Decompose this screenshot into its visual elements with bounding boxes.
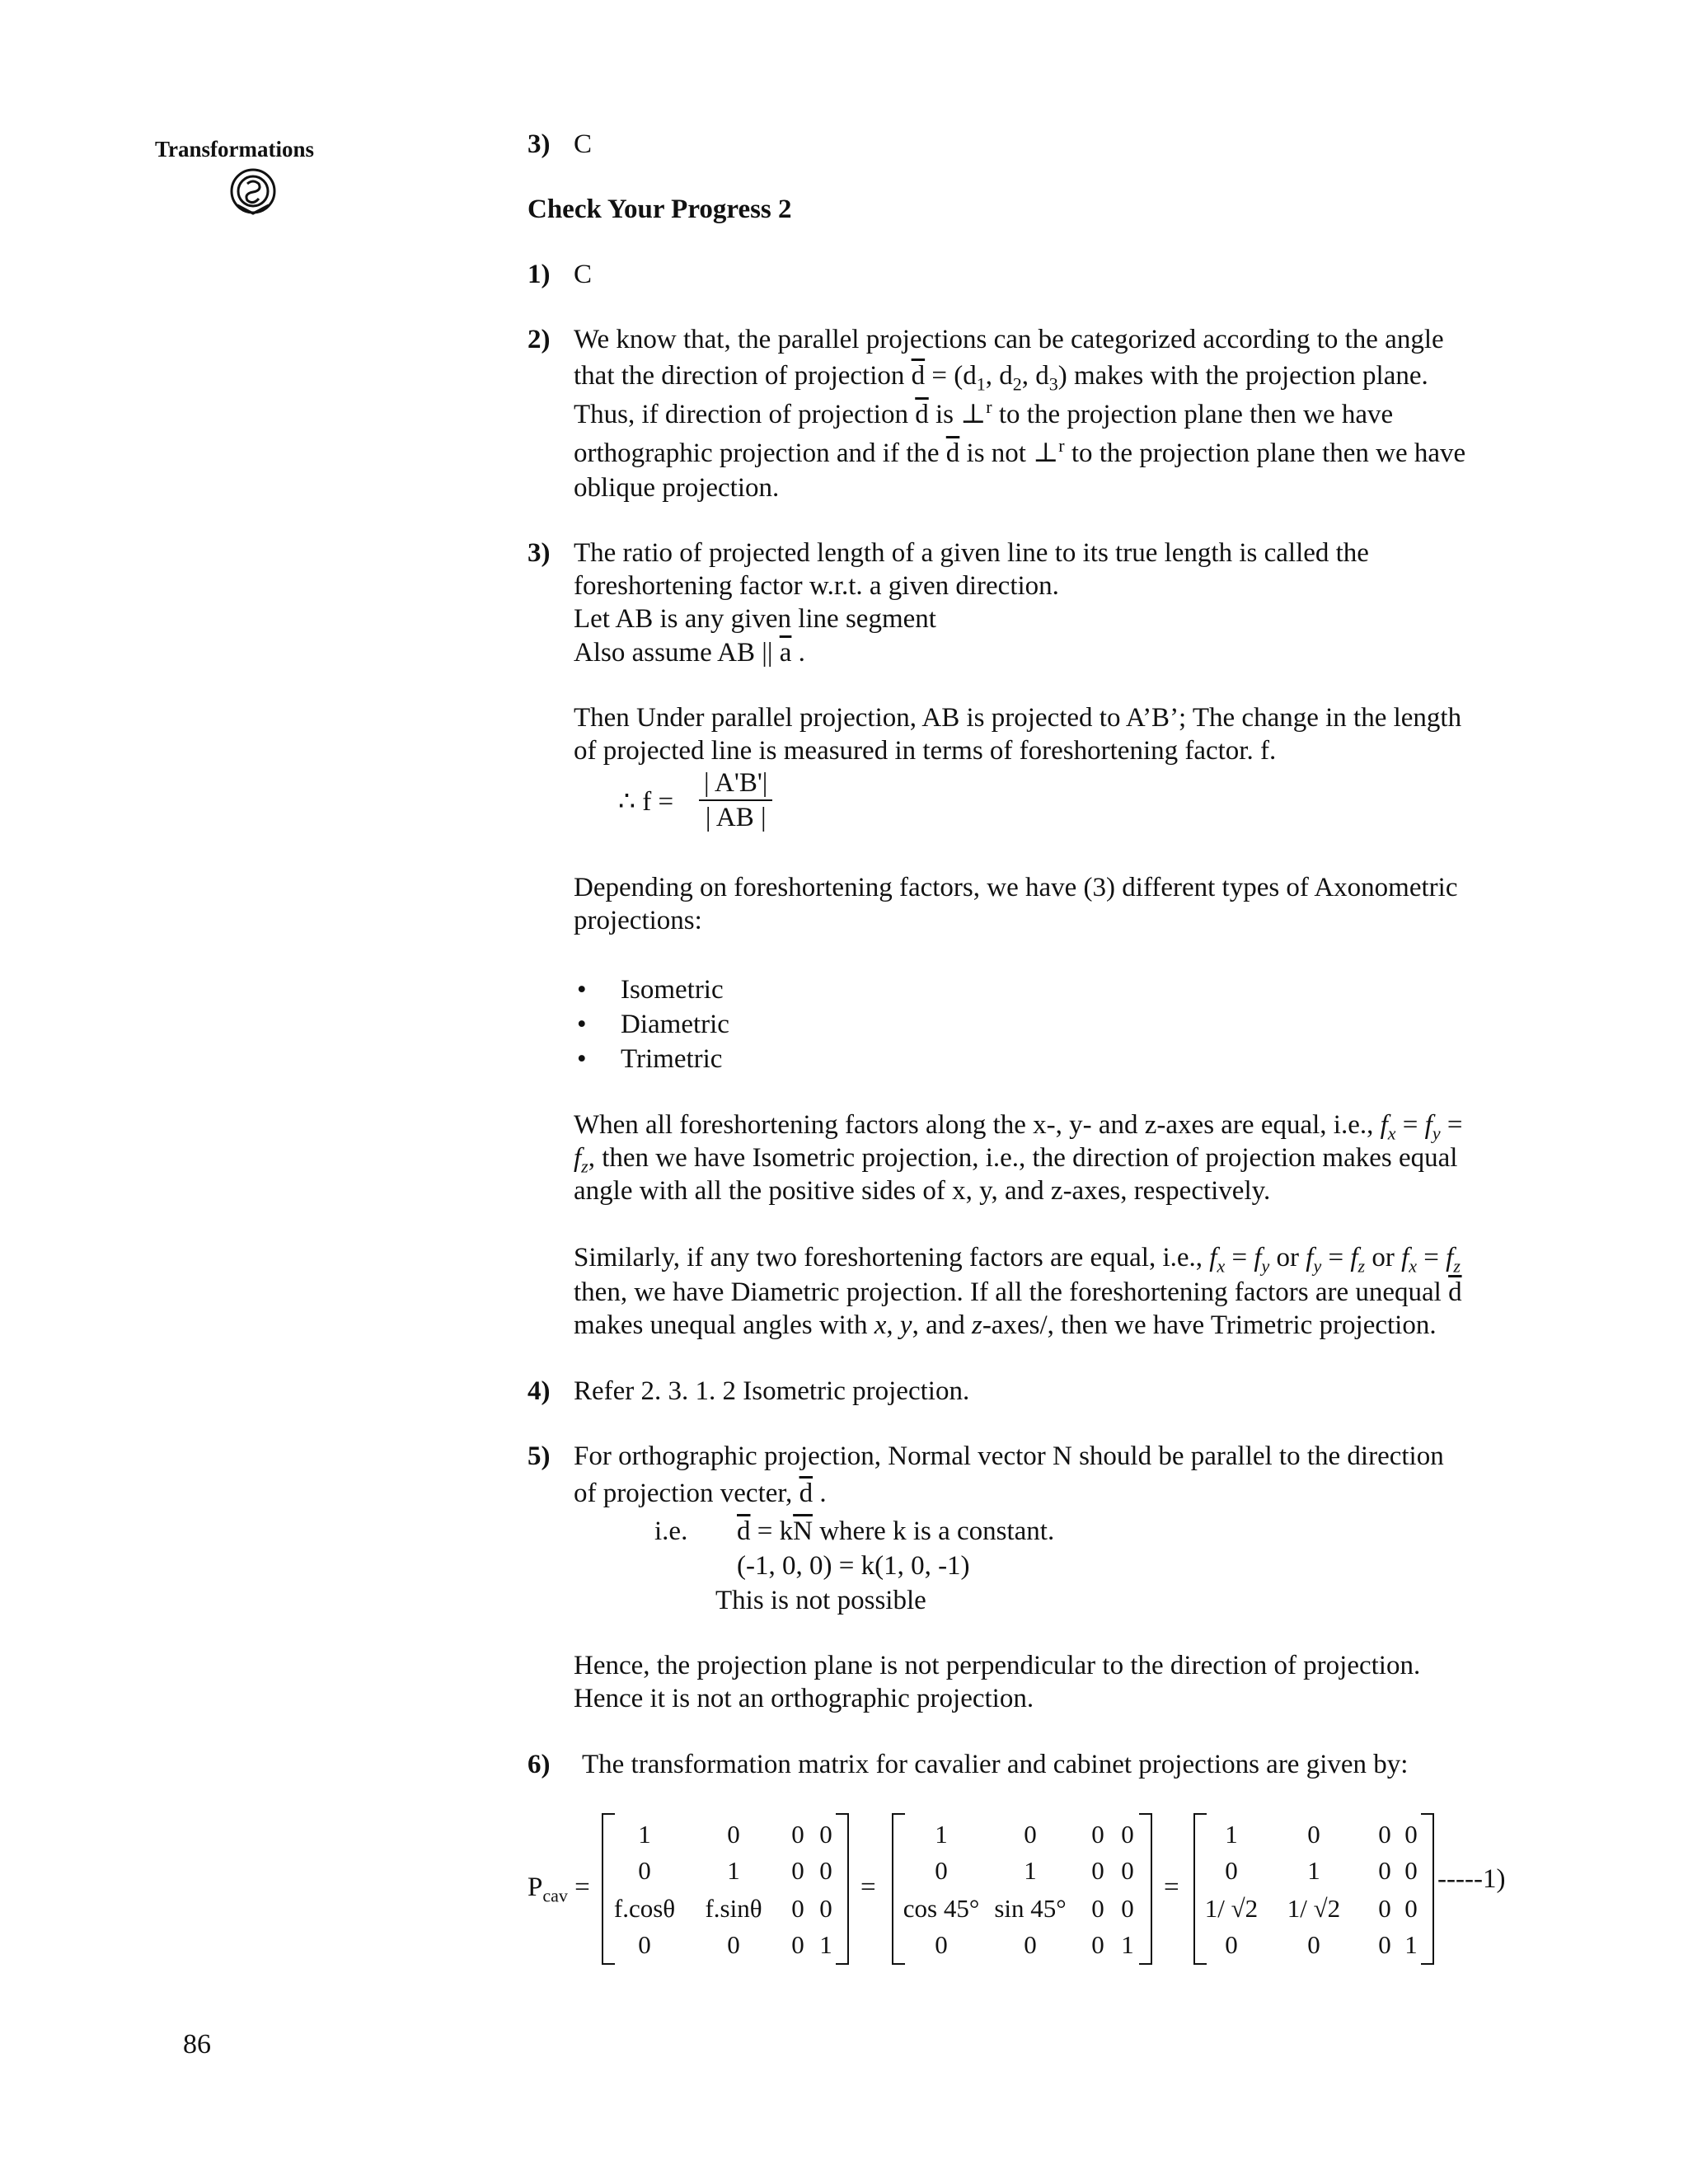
vector-d: $\overline{d}$ (911, 361, 926, 391)
answer-text: Refer 2. 3. 1. 2 Isometric projection. (574, 1376, 970, 1406)
var-f: f (574, 1143, 582, 1173)
text: -axes/, then we have Trimetric projection. (982, 1310, 1437, 1340)
list-item-label: Diametric (621, 1010, 729, 1039)
section-heading: Check Your Progress 2 (528, 194, 792, 224)
formula-lhs: ∴ f = (618, 787, 674, 817)
vector-d: $\overline{d}$ (737, 1516, 751, 1546)
subscript: 2 (1012, 373, 1022, 395)
matrix-cavalier-values (1193, 1813, 1434, 1961)
vector-d: $\overline{d}$ (915, 400, 929, 429)
text: ) makes with the projection plane. (1057, 361, 1428, 391)
matrix-lhs (528, 1872, 590, 1906)
answer-number: 3) (528, 129, 551, 159)
fraction-denominator: | AB | (705, 803, 767, 832)
text: When all foreshortening factors along the x-, y- and z-axes are equal, i.e., (574, 1110, 1381, 1140)
matrix-cell: 0 (1378, 1820, 1391, 1849)
matrix-cell: 1 (819, 1930, 832, 1959)
matrix-cell: 0 (1378, 1930, 1391, 1959)
a2-line-5: oblique projection. (574, 473, 780, 503)
var-f: f (1446, 1243, 1454, 1272)
text: makes unequal angles with (574, 1310, 874, 1340)
a5-conclusion-1: Hence, the projection plane is not perpendicular to the direction of projection. (574, 1651, 1421, 1680)
matrix-cell: 0 (819, 1856, 832, 1885)
bullet: • (577, 1010, 587, 1039)
text: where k is a constant. (812, 1516, 1055, 1546)
a3-p5-line-1 (574, 1240, 1461, 1275)
equals-sign: = (860, 1872, 876, 1902)
a3-p1-line-1: The ratio of projected length of a given line to its true length is called the (574, 538, 1369, 568)
a3-p2-line-1: Then Under parallel projection, AB is projected to A’B’; The change in the length (574, 703, 1462, 733)
text: orthographic projection and if the (574, 438, 946, 468)
page-number: 86 (183, 2029, 211, 2060)
subscript: 1 (976, 373, 986, 395)
subscript: cav (542, 1885, 568, 1906)
a6-text: The transformation matrix for cavalier and cabinet projections are given by: (582, 1750, 1409, 1779)
matrix-cell: 0 (1225, 1930, 1238, 1959)
sub-z: z (581, 1155, 588, 1177)
answer-number: 2) (528, 325, 551, 354)
a3-p4-line-1 (574, 1108, 1462, 1142)
matrix-cell: 0 (819, 1820, 832, 1849)
sub-y: y (1313, 1255, 1322, 1277)
text: is not ⊥ (959, 438, 1059, 468)
matrix-cell: 0 (1121, 1856, 1134, 1885)
matrix-cell: 1/ √2 (1204, 1894, 1259, 1923)
list-item-label: Isometric (621, 975, 724, 1005)
sub-y: y (1432, 1122, 1441, 1144)
sub-x: x (1387, 1122, 1396, 1144)
text: . (791, 638, 805, 668)
a5-line-2 (574, 1476, 827, 1511)
a2-line-1: We know that, the parallel projections can be categorized according to the angle (574, 325, 1444, 354)
text: Similarly, if any two foreshortening factors are equal, i.e., (574, 1243, 1210, 1272)
var-f: f (1380, 1110, 1388, 1140)
text: , d (985, 361, 1013, 391)
a2-line-2 (574, 359, 1428, 393)
vector-d: $\overline{d}$ (799, 1479, 814, 1508)
answer-number: 1) (528, 260, 551, 289)
text: to the projection plane then we have (1064, 438, 1466, 468)
vector-d: $\overline{d}$ (945, 438, 960, 468)
matrix-cell: 0 (1121, 1820, 1134, 1849)
a3-p5-line-2 (574, 1275, 1462, 1310)
var-f: f (1424, 1110, 1432, 1140)
ignou-logo-icon (229, 167, 277, 215)
a3-p1-line-4 (574, 635, 805, 670)
var-y: y (899, 1310, 912, 1340)
var-f: f (1254, 1243, 1262, 1272)
matrix-cell: 0 (1091, 1894, 1104, 1923)
matrix-cell: 0 (791, 1856, 804, 1885)
matrix-cell: 0 (819, 1894, 832, 1923)
matrix-cell: 0 (1378, 1894, 1391, 1923)
text: to the projection plane then we have (992, 400, 1394, 429)
matrix-cell: 1 (1307, 1856, 1320, 1885)
sub-x: x (1217, 1255, 1226, 1277)
text: = (1417, 1243, 1447, 1272)
text: of projection vecter, (574, 1479, 799, 1508)
text: , (886, 1310, 900, 1340)
matrix-cell: 0 (935, 1856, 948, 1885)
a3-p1-line-2: foreshortening factor w.r.t. a given direction. (574, 571, 1059, 601)
text: , and (912, 1310, 972, 1340)
answer-number: 3) (528, 538, 551, 568)
a3-p3-line-2: projections: (574, 906, 702, 935)
matrix-cell: 0 (1225, 1856, 1238, 1885)
a3-p5-line-3 (574, 1308, 1437, 1343)
matrix-cell: 0 (935, 1930, 948, 1959)
matrix-cell: f.sinθ (705, 1894, 762, 1923)
a2-line-3 (574, 397, 1393, 432)
answer-number: 4) (528, 1376, 551, 1406)
equation-1 (737, 1514, 1054, 1549)
text: = (574, 1872, 590, 1902)
text: = (1395, 1110, 1425, 1140)
matrix-cavalier-45 (892, 1813, 1152, 1961)
text: , then we have Isometric projection, i.e., the direction of projection makes equal (588, 1143, 1458, 1173)
a2-line-4 (574, 436, 1465, 471)
matrix-cell: 0 (791, 1820, 804, 1849)
text: that the direction of projection (574, 361, 912, 391)
var-x: x (874, 1310, 887, 1340)
matrix-cell: 0 (1404, 1856, 1418, 1885)
matrix-cell: 0 (1404, 1820, 1418, 1849)
matrix-cell: 1/ √2 (1287, 1894, 1341, 1923)
text: = (1440, 1110, 1463, 1140)
superscript: r (986, 396, 992, 417)
equation-3: This is not possible (715, 1586, 926, 1615)
matrix-cell: 0 (1378, 1856, 1391, 1885)
matrix-cell: 0 (791, 1894, 804, 1923)
vector-d: $\overline{d}$ (1448, 1277, 1462, 1307)
var-f: f (1350, 1243, 1358, 1272)
var-f: f (1209, 1243, 1217, 1272)
text: Thus, if direction of projection (574, 400, 916, 429)
text: = (1321, 1243, 1351, 1272)
equation-tag: -----1) (1437, 1864, 1506, 1894)
matrix-cell: 0 (1091, 1930, 1104, 1959)
vector-n: $\overline{N}$ (793, 1516, 813, 1546)
text: = (1225, 1243, 1254, 1272)
sub-x: x (1409, 1255, 1418, 1277)
matrix-cell: 0 (1307, 1930, 1320, 1959)
text: = (d (925, 361, 977, 391)
matrix-cell: 0 (1404, 1894, 1418, 1923)
list-item-label: Trimetric (621, 1044, 723, 1074)
matrix-cell: 0 (1024, 1820, 1037, 1849)
a5-conclusion-2: Hence it is not an orthographic projection. (574, 1684, 1034, 1713)
matrix-cell: 0 (1024, 1930, 1037, 1959)
text: = k (750, 1516, 794, 1546)
text: or (1269, 1243, 1306, 1272)
text: P (528, 1872, 543, 1902)
matrix-cell: 1 (1024, 1856, 1037, 1885)
matrix-cell: 0 (1091, 1820, 1104, 1849)
text: is ⊥ (928, 400, 987, 429)
superscript: r (1058, 435, 1065, 456)
matrix-cell: 1 (1225, 1820, 1238, 1849)
sidebar-title: Transformations (155, 137, 314, 162)
text: then, we have Diametric projection. If all the foreshortening factors are unequal (574, 1277, 1449, 1307)
var-z: z (971, 1310, 982, 1340)
sub-y: y (1261, 1255, 1270, 1277)
matrix-cell: 0 (727, 1930, 740, 1959)
var-f: f (1306, 1243, 1314, 1272)
answer-number: 5) (528, 1441, 551, 1471)
matrix-cavalier-general (602, 1813, 849, 1961)
matrix-cell: 0 (791, 1930, 804, 1959)
vector-a: $\overline{a}$ (779, 638, 792, 668)
subscript: 3 (1048, 373, 1058, 395)
matrix-cell: 0 (727, 1820, 740, 1849)
matrix-cell: 1 (638, 1820, 651, 1849)
formula-fraction (699, 766, 772, 834)
var-f: f (1401, 1243, 1409, 1272)
equation-2: (-1, 0, 0) = k(1, 0, -1) (737, 1551, 970, 1581)
text: , d (1021, 361, 1049, 391)
a3-p3-line-1: Depending on foreshortening factors, we have (3) different types of Axonometric (574, 873, 1458, 902)
a5-line-1: For orthographic projection, Normal vector N should be parallel to the direction (574, 1441, 1444, 1471)
a3-p4-line-3: angle with all the positive sides of x, y, and z-axes, respectively. (574, 1176, 1271, 1206)
answer-number: 6) (528, 1750, 551, 1779)
ie-label: i.e. (654, 1516, 688, 1546)
text: or (1365, 1243, 1402, 1272)
matrix-cell: sin 45° (994, 1894, 1067, 1923)
fraction-numerator: | A'B'| (699, 766, 772, 801)
matrix-cell: 1 (1404, 1930, 1418, 1959)
matrix-cell: 1 (1121, 1930, 1134, 1959)
sub-z: z (1453, 1255, 1461, 1277)
sub-z: z (1357, 1255, 1366, 1277)
matrix-cell: 0 (1121, 1894, 1134, 1923)
matrix-cell: 0 (638, 1930, 651, 1959)
matrix-cell: 0 (638, 1856, 651, 1885)
bullet: • (577, 975, 587, 1005)
matrix-cell: f.cosθ (613, 1894, 676, 1923)
a3-p1-line-3: Let AB is any given line segment (574, 604, 936, 634)
equals-sign: = (1164, 1872, 1179, 1902)
text: . (813, 1479, 827, 1508)
text: Also assume AB || (574, 638, 780, 668)
bullet: • (577, 1044, 587, 1074)
matrix-cell: cos 45° (903, 1894, 980, 1923)
matrix-cell: 1 (935, 1820, 948, 1849)
matrix-cell: 0 (1307, 1820, 1320, 1849)
matrix-cell: 0 (1091, 1856, 1104, 1885)
a3-p2-line-2: of projected line is measured in terms of foreshortening factor. f. (574, 736, 1277, 766)
a3-p4-line-2 (574, 1141, 1457, 1175)
matrix-cell: 1 (727, 1856, 740, 1885)
answer-text: C (574, 260, 593, 289)
answer-text: C (574, 129, 593, 159)
